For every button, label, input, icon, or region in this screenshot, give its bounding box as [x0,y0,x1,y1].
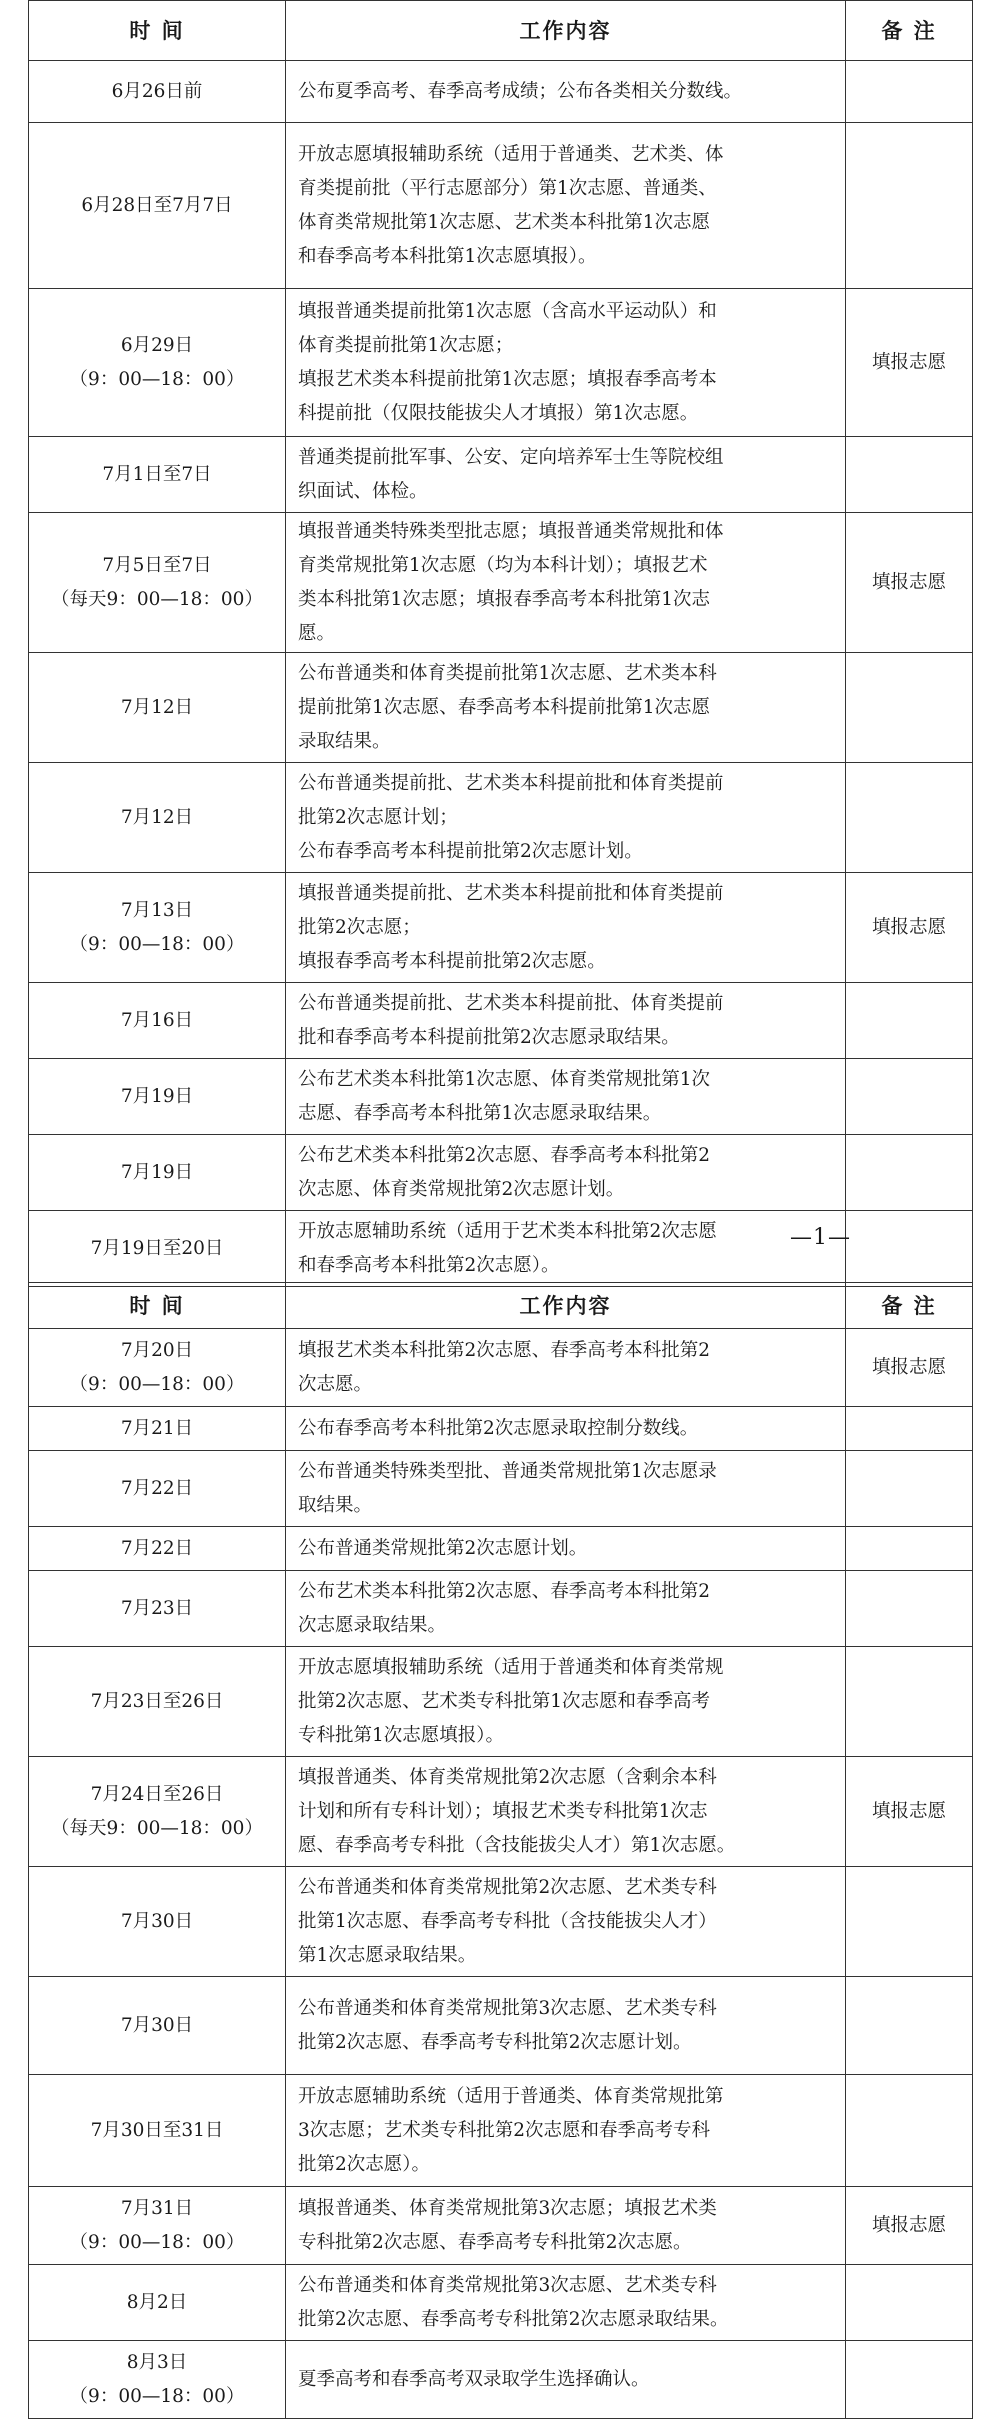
schedule-page-1 [28,0,972,1287]
content-line: 批第2次志愿、艺术类专科批第1次志愿和春季高考 [298,1690,711,1712]
time-line: 7月19日 [120,1161,194,1183]
content-line: 批第2次志愿）。 [298,2153,431,2175]
content-line: 体育类常规批第1次志愿、艺术类本科批第1次志愿 [298,211,711,233]
note-cell [846,1059,973,1135]
time-line: （9：00—18：00） [69,2385,245,2407]
content-line: 普通类提前批军事、公安、定向培养军士生等院校组 [298,446,724,468]
time-cell [29,2341,286,2419]
content-line: 和春季高考本科批第2次志愿）。 [298,1254,560,1276]
content-cell [286,1757,846,1867]
content-line: 专科批第2次志愿、春季高考专科批第2次志愿。 [298,2231,692,2253]
note-cell [846,1571,973,1647]
time-cell [29,289,286,437]
content-line: 填报普通类、体育类常规批第3次志愿；填报艺术类 [298,2197,717,2219]
content-cell [286,763,846,873]
content-line: 公布普通类和体育类常规批第3次志愿、艺术类专科 [298,1997,717,2019]
content-cell [286,1571,846,1647]
time-line: 7月22日 [120,1477,194,1499]
table-row [29,289,973,437]
content-cell [286,1407,846,1451]
note-cell [846,437,973,513]
table-row [29,1451,973,1527]
table-row [29,2187,973,2265]
table-row [29,1135,973,1211]
table-row [29,1867,973,1977]
content-line: 愿。 [298,622,336,644]
time-line: 7月1日至7日 [102,463,212,485]
time-line: 7月21日 [120,1417,194,1439]
note-cell: 填报志愿 [846,1329,973,1407]
content-line: 开放志愿填报辅助系统（适用于普通类、艺术类、体 [298,143,724,165]
note-cell [846,61,973,123]
content-line: 填报春季高考本科提前批第2次志愿。 [298,950,606,972]
content-line: 取结果。 [298,1494,373,1516]
content-cell [286,653,846,763]
table-row [29,1407,973,1451]
time-cell [29,2075,286,2187]
note-cell [846,1647,973,1757]
content-line: 公布春季高考本科批第2次志愿录取控制分数线。 [298,1417,699,1439]
table-row [29,873,973,983]
content-line: 公布普通类提前批、艺术类本科提前批、体育类提前 [298,992,724,1014]
content-line: 公布普通类和体育类常规批第2次志愿、艺术类专科 [298,1876,717,1898]
content-line: 育类常规批第1次志愿（均为本科计划）；填报艺术 [298,554,708,576]
note-cell [846,983,973,1059]
note-cell: 填报志愿 [846,513,973,653]
note-cell [846,1977,973,2075]
time-cell [29,983,286,1059]
content-cell [286,123,846,289]
content-line: 批第2次志愿、春季高考专科批第2次志愿录取结果。 [298,2308,729,2330]
header-time: 时 间 [29,1283,286,1329]
time-line: 7月22日 [120,1537,194,1559]
content-line: 公布普通类和体育类常规批第3次志愿、艺术类专科 [298,2274,717,2296]
note-cell [846,1527,973,1571]
time-cell [29,1867,286,1977]
content-cell [286,513,846,653]
content-cell [286,1977,846,2075]
time-cell [29,1571,286,1647]
content-cell [286,1647,846,1757]
time-cell [29,437,286,513]
content-line: 批第2次志愿； [298,916,421,938]
time-line: 7月30日 [120,1910,194,1932]
content-line: 填报艺术类本科批第2次志愿、春季高考本科批第2 [298,1339,711,1361]
content-line: 公布普通类常规批第2次志愿计划。 [298,1537,588,1559]
content-line: 育类提前批（平行志愿部分）第1次志愿、普通类、 [298,177,717,199]
time-cell [29,61,286,123]
time-line: （每天9：00—18：00） [51,588,263,610]
content-line: 织面试、体检。 [298,480,428,502]
table-row [29,437,973,513]
content-cell [286,873,846,983]
content-line: 公布普通类提前批、艺术类本科提前批和体育类提前 [298,772,724,794]
content-cell [286,1211,846,1287]
time-cell [29,653,286,763]
time-cell [29,513,286,653]
content-line: 类本科批第1次志愿；填报春季高考本科批第1次志 [298,588,711,610]
time-line: 7月12日 [120,806,194,828]
content-line: 3次志愿；艺术类专科批第2次志愿和春季高考专科 [298,2119,711,2141]
content-line: 次志愿。 [298,1373,373,1395]
note-cell [846,1451,973,1527]
content-line: 批第2次志愿计划； [298,806,458,828]
time-cell [29,1135,286,1211]
content-cell [286,1527,846,1571]
content-line: 批第1次志愿、春季高考专科批（含技能拔尖人才） [298,1910,717,1932]
time-line: （9：00—18：00） [69,933,245,955]
content-cell [286,1451,846,1527]
time-cell [29,1407,286,1451]
content-line: 第1次志愿录取结果。 [298,1944,477,1966]
content-line: 批和春季高考本科提前批第2次志愿录取结果。 [298,1026,680,1048]
content-line: 填报普通类提前批第1次志愿（含高水平运动队）和 [298,300,717,322]
time-line: 7月31日 [120,2197,194,2219]
table-row [29,1647,973,1757]
note-cell [846,2341,973,2419]
content-line: 体育类提前批第1次志愿； [298,334,514,356]
time-line: 6月26日前 [111,80,203,102]
note-cell [846,123,973,289]
schedule-page-2 [28,1282,972,2419]
table-row [29,2075,973,2187]
content-line: 提前批第1次志愿、春季高考本科提前批第1次志愿 [298,696,711,718]
header-content: 工作内容 [286,1,846,61]
header-time: 时 间 [29,1,286,61]
schedule-table [28,0,973,1287]
time-line: （9：00—18：00） [69,1373,245,1395]
time-cell [29,1211,286,1287]
time-line: 7月20日 [120,1339,194,1361]
note-cell [846,1211,973,1287]
schedule-body [29,61,973,1287]
table-row [29,61,973,123]
content-line: 公布夏季高考、春季高考成绩；公布各类相关分数线。 [298,80,743,102]
time-line: 8月2日 [126,2291,188,2313]
table-row [29,983,973,1059]
note-cell [846,2265,973,2341]
time-cell [29,1527,286,1571]
content-line: 开放志愿填报辅助系统（适用于普通类和体育类常规 [298,1656,724,1678]
table-row [29,2341,973,2419]
time-cell [29,1059,286,1135]
content-line: 和春季高考本科批第1次志愿填报）。 [298,245,597,267]
content-line: 公布春季高考本科提前批第2次志愿计划。 [298,840,643,862]
note-cell: 填报志愿 [846,2187,973,2265]
time-line: 7月23日 [120,1597,194,1619]
header-content: 工作内容 [286,1283,846,1329]
time-line: 7月13日 [120,899,194,921]
content-line: 填报艺术类本科提前批第1次志愿；填报春季高考本 [298,368,717,390]
content-line: 科提前批（仅限技能拔尖人才填报）第1次志愿。 [298,402,699,424]
content-cell [286,2265,846,2341]
time-cell [29,1329,286,1407]
content-cell [286,2341,846,2419]
table-row [29,763,973,873]
header-note: 备 注 [846,1,973,61]
time-cell [29,763,286,873]
table-row [29,1059,973,1135]
content-line: 次志愿录取结果。 [298,1614,447,1636]
time-line: 7月12日 [120,696,194,718]
content-cell [286,2187,846,2265]
content-line: 公布艺术类本科批第2次志愿、春季高考本科批第2 [298,1144,711,1166]
table-row [29,2265,973,2341]
content-line: 填报普通类特殊类型批志愿；填报普通类常规批和体 [298,520,724,542]
content-line: 志愿、春季高考本科批第1次志愿录取结果。 [298,1102,662,1124]
content-line: 公布普通类和体育类提前批第1次志愿、艺术类本科 [298,662,717,684]
content-cell [286,1135,846,1211]
table-row [29,1757,973,1867]
content-cell [286,61,846,123]
content-cell [286,289,846,437]
header-note: 备 注 [846,1283,973,1329]
schedule-body [29,1329,973,2419]
content-cell [286,983,846,1059]
time-line: 7月30日至31日 [90,2119,224,2141]
content-cell [286,437,846,513]
note-cell [846,763,973,873]
time-line: 8月3日 [126,2351,188,2373]
time-line: 7月5日至7日 [102,554,212,576]
time-line: 7月23日至26日 [90,1690,224,1712]
content-cell [286,2075,846,2187]
content-line: 次志愿、体育类常规批第2次志愿计划。 [298,1178,625,1200]
time-line: 7月16日 [120,1009,194,1031]
time-cell [29,873,286,983]
content-line: 填报普通类提前批、艺术类本科提前批和体育类提前 [298,882,724,904]
note-cell: 填报志愿 [846,1757,973,1867]
content-line: 录取结果。 [298,730,391,752]
note-cell [846,1407,973,1451]
content-line: 公布艺术类本科批第1次志愿、体育类常规批第1次 [298,1068,711,1090]
time-cell [29,1977,286,2075]
table-row [29,1329,973,1407]
table-row [29,123,973,289]
time-line: 6月28日至7月7日 [81,194,233,216]
table-row [29,1527,973,1571]
schedule-table [28,1282,973,2419]
time-cell [29,1647,286,1757]
content-line: 填报普通类、体育类常规批第2次志愿（含剩余本科 [298,1766,717,1788]
time-cell [29,2265,286,2341]
table-row [29,513,973,653]
time-cell [29,123,286,289]
content-line: 开放志愿辅助系统（适用于艺术类本科批第2次志愿 [298,1220,717,1242]
time-line: （9：00—18：00） [69,368,245,390]
time-cell [29,2187,286,2265]
table-row [29,1571,973,1647]
time-line: 7月19日 [120,1085,194,1107]
time-cell [29,1757,286,1867]
content-line: 公布艺术类本科批第2次志愿、春季高考本科批第2 [298,1580,711,1602]
note-cell: 填报志愿 [846,873,973,983]
content-cell [286,1059,846,1135]
content-line: 公布普通类特殊类型批、普通类常规批第1次志愿录 [298,1460,717,1482]
content-line: 开放志愿辅助系统（适用于普通类、体育类常规批第 [298,2085,724,2107]
note-cell: 填报志愿 [846,289,973,437]
time-line: 7月30日 [120,2014,194,2036]
content-cell [286,1329,846,1407]
note-cell [846,2075,973,2187]
note-cell [846,1867,973,1977]
content-cell [286,1867,846,1977]
time-line: （每天9：00—18：00） [51,1817,263,1839]
time-cell [29,1451,286,1527]
note-cell [846,653,973,763]
content-line: 计划和所有专科计划）；填报艺术类专科批第1次志 [298,1800,708,1822]
page-number: —1— [790,1225,851,1250]
table-row [29,653,973,763]
time-line: 6月29日 [120,334,194,356]
table-row [29,1977,973,2075]
note-cell [846,1135,973,1211]
content-line: 夏季高考和春季高考双录取学生选择确认。 [298,2368,650,2390]
time-line: （9：00—18：00） [69,2231,245,2253]
time-line: 7月19日至20日 [90,1237,224,1259]
content-line: 愿、春季高考专科批（含技能拔尖人才）第1次志愿。 [298,1834,736,1856]
time-line: 7月24日至26日 [90,1783,224,1805]
content-line: 批第2次志愿、春季高考专科批第2次志愿计划。 [298,2031,692,2053]
content-line: 专科批第1次志愿填报）。 [298,1724,505,1746]
